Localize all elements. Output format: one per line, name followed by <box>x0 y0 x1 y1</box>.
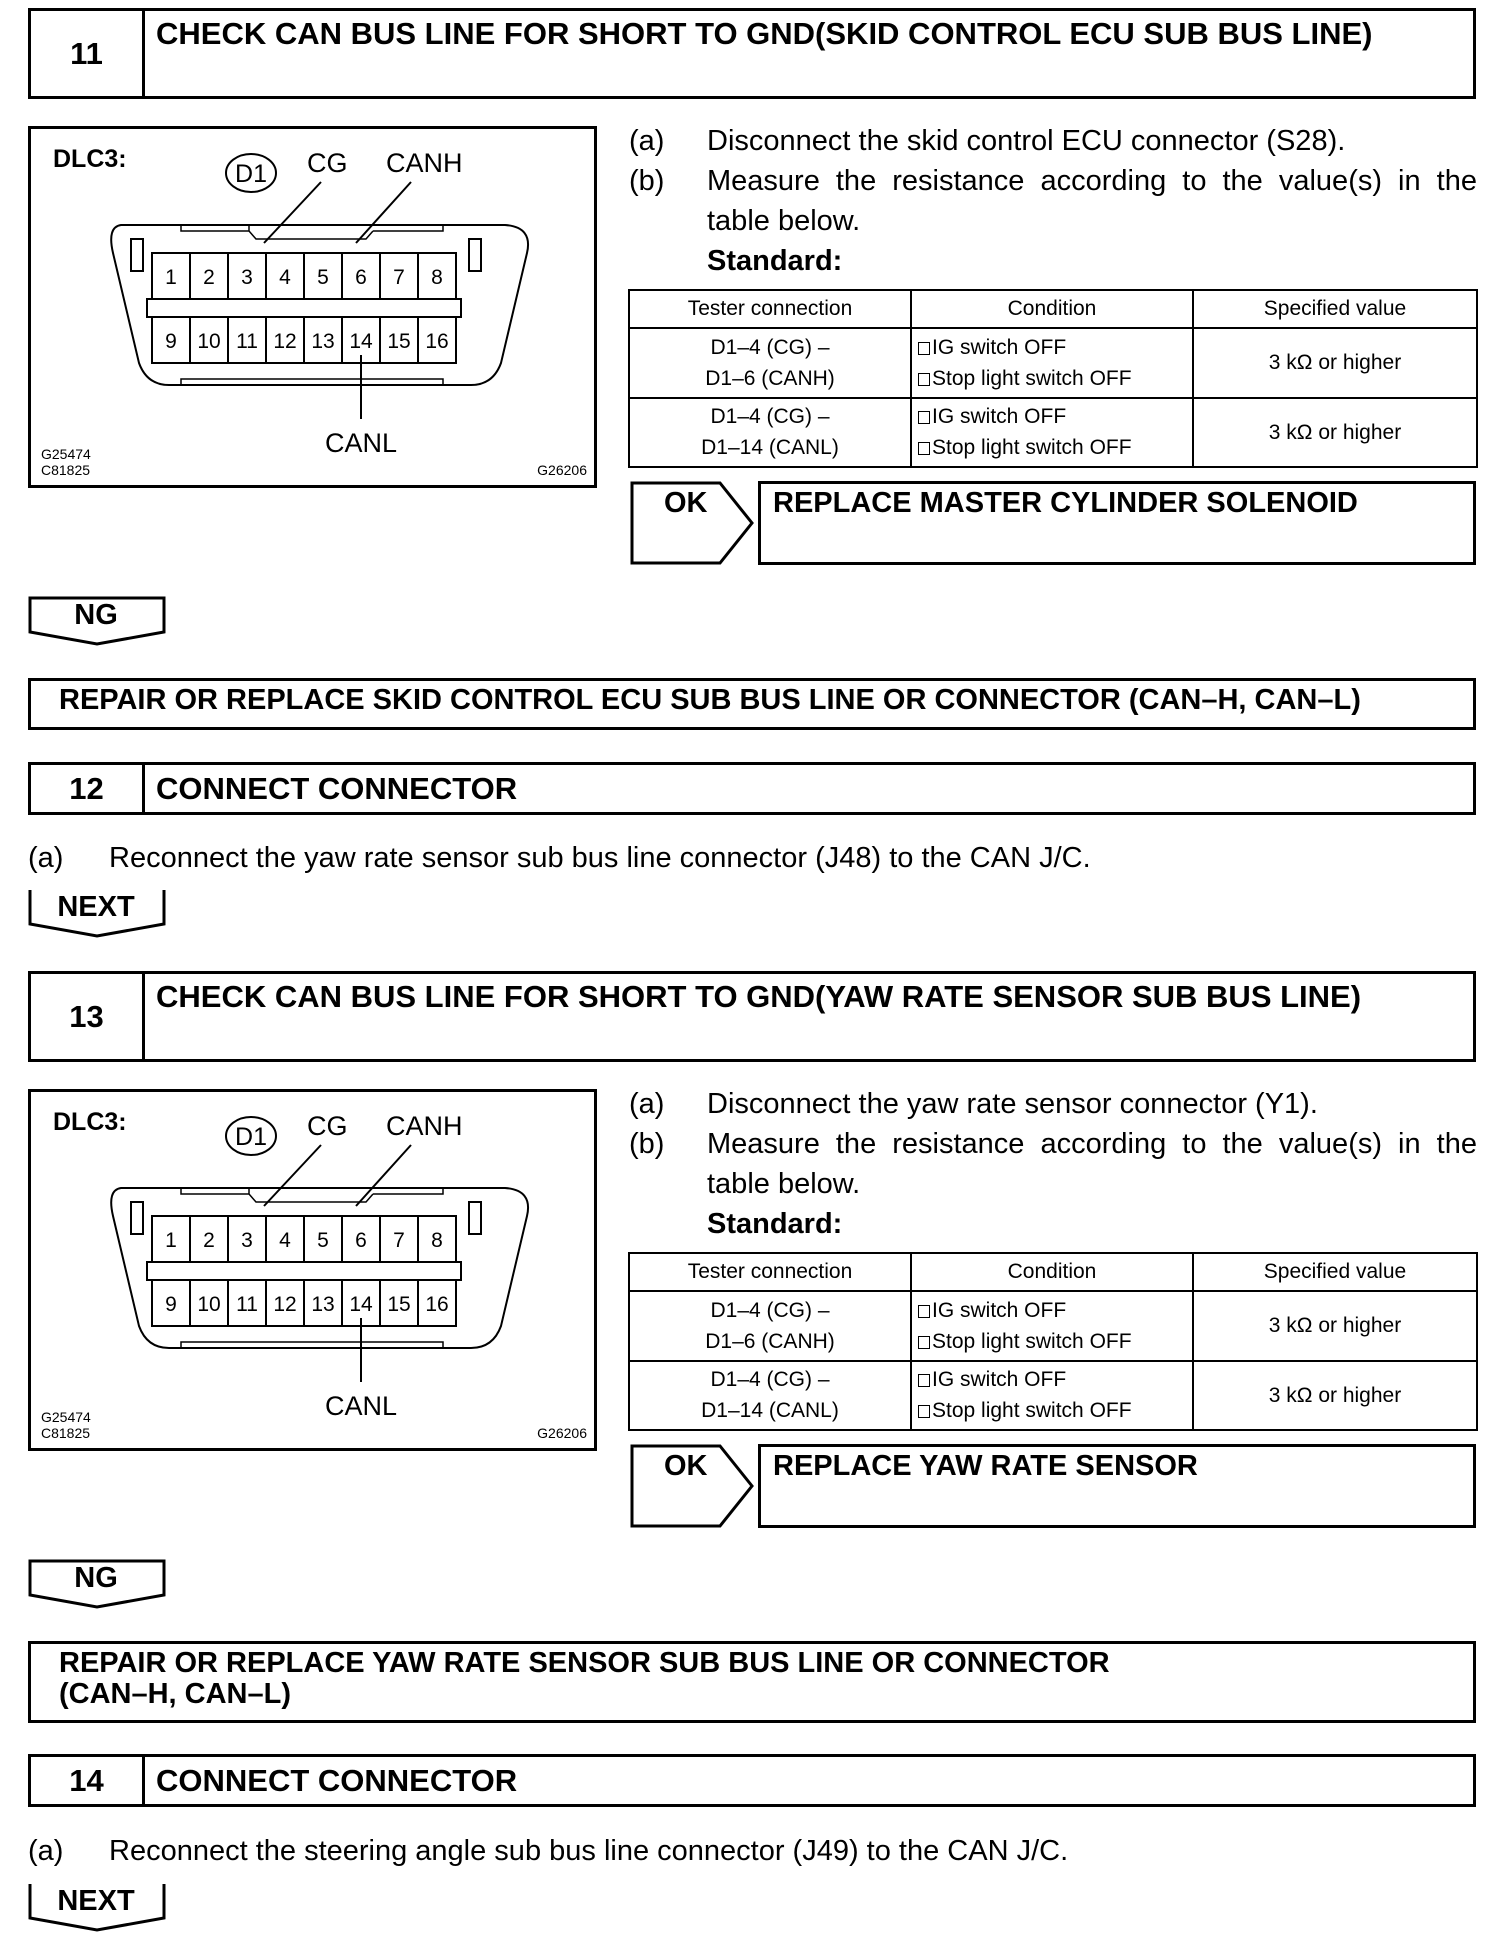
pin-10: 10 <box>197 330 221 353</box>
dlc3-label: DLC3: <box>53 1108 127 1136</box>
ng-result <box>28 1641 1476 1723</box>
pin-5: 5 <box>317 266 329 289</box>
tester-connection-cell: D1–4 (CG) – D1–14 (CANL) <box>629 398 911 468</box>
ng-arrow <box>28 1559 168 1609</box>
specified-value-cell: 3 kΩ or higher <box>1193 398 1477 468</box>
connector-key <box>181 225 443 239</box>
column-header: Specified value <box>1193 290 1477 328</box>
pin-6: 6 <box>355 266 367 289</box>
next-label: NEXT <box>57 1884 135 1917</box>
checkbox-icon <box>918 1405 930 1418</box>
ok-arrow <box>630 481 756 565</box>
specified-value-cell: 3 kΩ or higher <box>1193 1291 1477 1361</box>
canh-label: CANH <box>386 1111 463 1141</box>
ok-result: REPLACE YAW RATE SENSOR <box>758 1444 1476 1528</box>
column-header: Tester connection <box>629 1253 911 1291</box>
canl-label: CANL <box>324 1391 398 1421</box>
instruction-a-label: (a) <box>28 842 64 874</box>
pin-15: 15 <box>387 1293 411 1316</box>
latch-right <box>469 239 481 271</box>
ng-result-line-2: (CAN–H, CAN–L) <box>59 1678 291 1710</box>
cg-label: CG <box>307 1111 348 1141</box>
pin-14: 14 <box>349 1293 373 1316</box>
step-title: CHECK CAN BUS LINE FOR SHORT TO GND(YAW RATE SENSOR SUB BUS LINE) <box>156 979 1362 1014</box>
canh-label: CANH <box>386 148 463 178</box>
next-arrow <box>28 1882 168 1932</box>
latch-left <box>131 239 143 271</box>
cg-label: CG <box>307 148 348 178</box>
condition-cell: IG switch OFF Stop light switch OFF <box>911 328 1193 398</box>
figure-code-2: C81825 <box>41 1425 91 1441</box>
connector-id: D1 <box>235 1123 267 1151</box>
next-arrow <box>28 888 168 938</box>
condition-cell: IG switch OFF Stop light switch OFF <box>911 1291 1193 1361</box>
pin-5: 5 <box>317 1229 329 1252</box>
tester-connection-cell: D1–4 (CG) – D1–14 (CANL) <box>629 1361 911 1431</box>
checkbox-icon <box>918 1374 930 1387</box>
standard-label: Standard: <box>707 245 843 277</box>
checkbox-icon <box>918 1336 930 1349</box>
figure-code-2: C81825 <box>41 462 91 478</box>
step-number: 14 <box>31 1757 145 1804</box>
step-11-header <box>28 8 1476 99</box>
step-number: 12 <box>31 765 145 812</box>
pin-8: 8 <box>431 1229 443 1252</box>
specified-value-cell: 3 kΩ or higher <box>1193 328 1477 398</box>
pin-16: 16 <box>425 1293 449 1316</box>
pin-13: 13 <box>311 330 335 353</box>
canh-leader-line <box>356 182 411 243</box>
canh-leader-line <box>356 1145 411 1206</box>
pin-4: 4 <box>279 1229 291 1252</box>
column-header: Tester connection <box>629 290 911 328</box>
pin-16: 16 <box>425 330 449 353</box>
dlc3-diagram <box>28 126 597 488</box>
table-row <box>629 1361 1477 1431</box>
table-header-row <box>629 1253 1477 1291</box>
center-divider <box>147 1262 461 1280</box>
pin-1: 1 <box>165 1229 177 1252</box>
checkbox-icon <box>918 442 930 455</box>
ok-label: OK <box>664 1450 708 1482</box>
figure-code-3: G26206 <box>537 1425 587 1441</box>
pin-9: 9 <box>165 1293 177 1316</box>
pin-1: 1 <box>165 266 177 289</box>
checkbox-icon <box>918 373 930 386</box>
table-row <box>629 328 1477 398</box>
pin-2: 2 <box>203 1229 215 1252</box>
pin-3: 3 <box>241 266 253 289</box>
step-12-header <box>28 762 1476 815</box>
instruction-a: (a) Disconnect the skid control ECU connector (S28). <box>629 125 1346 157</box>
pin-10: 10 <box>197 1293 221 1316</box>
step-title: CONNECT CONNECTOR <box>156 771 518 806</box>
step-number: 13 <box>31 974 145 1059</box>
ok-arrow <box>630 1444 756 1528</box>
pin-6: 6 <box>355 1229 367 1252</box>
step-title: CHECK CAN BUS LINE FOR SHORT TO GND(SKID CONTROL ECU SUB BUS LINE) <box>156 16 1373 51</box>
center-divider <box>147 299 461 317</box>
tester-connection-cell: D1–4 (CG) – D1–6 (CANH) <box>629 328 911 398</box>
column-header: Specified value <box>1193 1253 1477 1291</box>
cg-leader-line <box>264 1145 321 1206</box>
table-row <box>629 1291 1477 1361</box>
pin-9: 9 <box>165 330 177 353</box>
dlc3-label: DLC3: <box>53 145 127 173</box>
spec-table <box>628 289 1476 468</box>
spec-table <box>628 1252 1476 1431</box>
instruction-a: Reconnect the steering angle sub bus line connector (J49) to the CAN J/C. <box>109 1835 1069 1867</box>
table-row <box>629 398 1477 468</box>
step-13-header <box>28 971 1476 1062</box>
step-number: 11 <box>31 11 145 96</box>
ng-arrow <box>28 596 168 646</box>
checkbox-icon <box>918 1305 930 1318</box>
ng-result: REPAIR OR REPLACE SKID CONTROL ECU SUB BUS LINE OR CONNECTOR (CAN–H, CAN–L) <box>28 678 1476 730</box>
latch-left <box>131 1202 143 1234</box>
checkbox-icon <box>918 411 930 424</box>
checkbox-icon <box>918 342 930 355</box>
connector-id: D1 <box>235 160 267 188</box>
pin-12: 12 <box>273 330 297 353</box>
pin-12: 12 <box>273 1293 297 1316</box>
connector-key <box>181 1188 443 1202</box>
ng-label: NG <box>74 1561 118 1594</box>
instruction-a-label: (a) <box>28 1835 64 1867</box>
ok-result: REPLACE MASTER CYLINDER SOLENOID <box>758 481 1476 565</box>
ng-label: NG <box>74 598 118 631</box>
cg-leader-line <box>264 182 321 243</box>
latch-right <box>469 1202 481 1234</box>
pin-3: 3 <box>241 1229 253 1252</box>
specified-value-cell: 3 kΩ or higher <box>1193 1361 1477 1431</box>
pin-2: 2 <box>203 266 215 289</box>
pin-13: 13 <box>311 1293 335 1316</box>
figure-code-3: G26206 <box>537 462 587 478</box>
condition-cell: IG switch OFF Stop light switch OFF <box>911 1361 1193 1431</box>
pin-11: 11 <box>236 330 258 353</box>
pin-15: 15 <box>387 330 411 353</box>
ok-label: OK <box>664 487 708 519</box>
pin-7: 7 <box>393 1229 405 1252</box>
pin-4: 4 <box>279 266 291 289</box>
ng-result-line-1: REPAIR OR REPLACE YAW RATE SENSOR SUB BUS LINE OR CONNECTOR <box>59 1647 1110 1679</box>
tester-connection-cell: D1–4 (CG) – D1–6 (CANH) <box>629 1291 911 1361</box>
pin-14: 14 <box>349 330 373 353</box>
table-header-row <box>629 290 1477 328</box>
condition-cell: IG switch OFF Stop light switch OFF <box>911 398 1193 468</box>
pin-7: 7 <box>393 266 405 289</box>
instruction-a: Reconnect the yaw rate sensor sub bus line connector (J48) to the CAN J/C. <box>109 842 1091 874</box>
column-header: Condition <box>911 290 1193 328</box>
canl-label: CANL <box>324 428 398 458</box>
column-header: Condition <box>911 1253 1193 1291</box>
step-title: CONNECT CONNECTOR <box>156 1763 518 1798</box>
figure-code-1: G25474 <box>41 446 91 462</box>
figure-code-1: G25474 <box>41 1409 91 1425</box>
instruction-a: (a) Disconnect the yaw rate sensor connector (Y1). <box>629 1088 1318 1120</box>
step-14-header <box>28 1754 1476 1807</box>
dlc3-diagram <box>28 1089 597 1451</box>
next-label: NEXT <box>57 890 135 923</box>
pin-11: 11 <box>236 1293 258 1316</box>
instruction-b: (b) Measure the resistance according to the value(s) in the table below. <box>629 1128 1477 1200</box>
standard-label: Standard: <box>707 1208 843 1240</box>
instruction-b: (b) Measure the resistance according to the value(s) in the table below. <box>629 165 1477 237</box>
pin-8: 8 <box>431 266 443 289</box>
